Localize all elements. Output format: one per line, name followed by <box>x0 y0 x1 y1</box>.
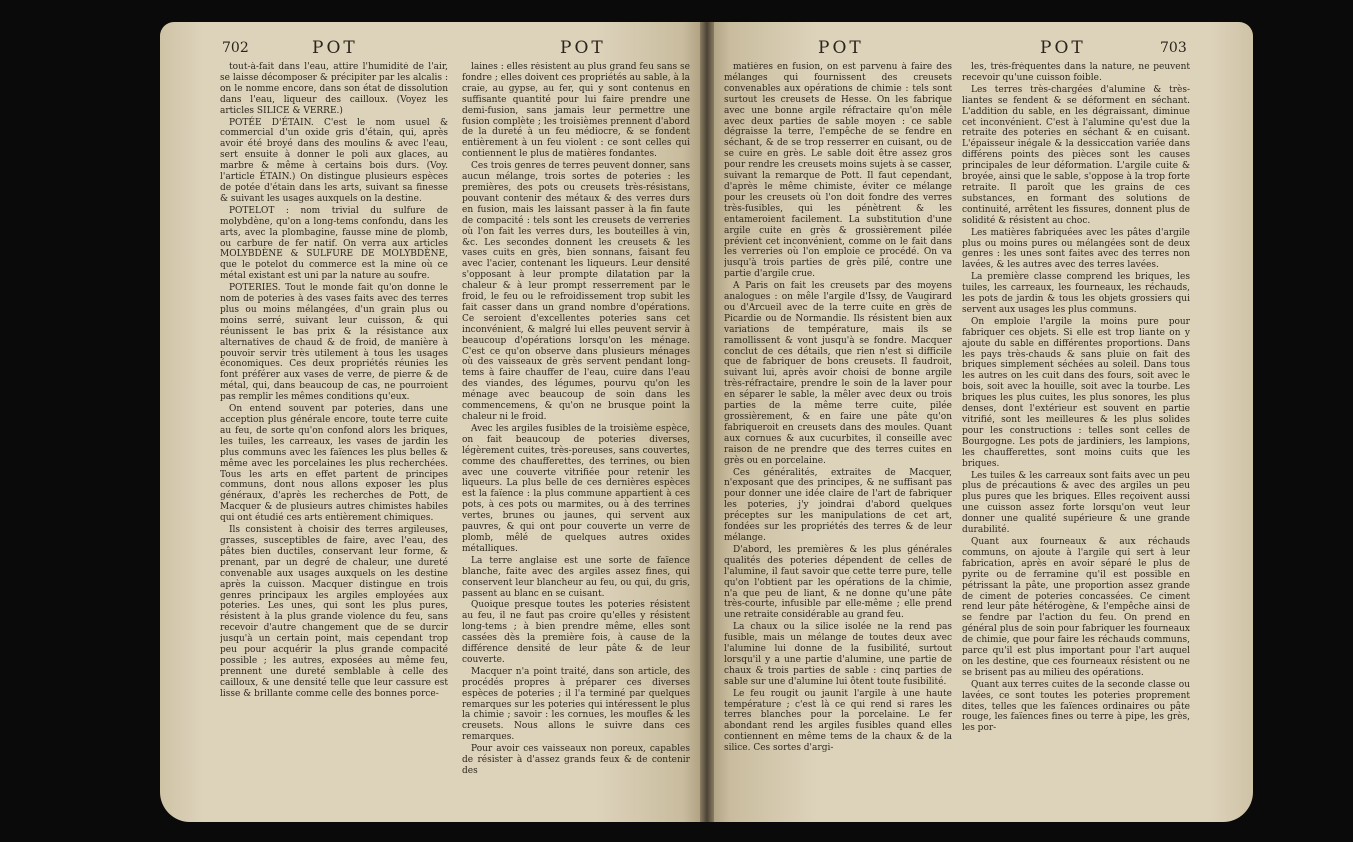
paragraph: La première classe comprend les briques, les tuiles, les carreaux, les fourneaux, les réchauds, les pots de jardin & tous les objets grossiers qui servent aux usages les plus communs. <box>962 272 1190 315</box>
right-header-right: POT <box>1040 38 1086 58</box>
paragraph: Ces généralités, extraites de Macquer, n'exposant que des principes, & ne suffisant pas pour donner une idée claire de l'art de fabriquer les poteries, j'y joindrai d'abord quelques préceptes sur les manipulations de cet art, fondées sur les propriétés des terres & de leur mélange. <box>724 467 952 543</box>
paragraph: On entend souvent par poteries, dans une acception plus générale encore, toute terre cuite au feu, de sorte qu'on confond alors les briques, les tuiles, les carreaux, les vases de jardin les plus communs avec les faïences les plus belles & même avec les porcelaines les plus recherchées. Tous les arts en effet partent de principes communs, dont nous allons exposer les plus généraux, d'après les recherches de Pott, de Macquer & de plusieurs autres chimistes habiles qui ont étudié ces arts entièrement chimiques. <box>220 404 448 524</box>
paragraph: tout-à-fait dans l'eau, attire l'humidité de l'air, se laisse décomposer & précipiter par les alcalis : on le nomme encore, dans son état de dissolution dans l'eau, liqueur des cailloux. (Voyez les articles SILICE & VERRE.) <box>220 62 448 116</box>
left-page-number: 702 <box>222 40 249 56</box>
paragraph: Le feu rougit ou jaunit l'argile à une haute température ; c'est là ce qui rend si rares les terres blanches pour la porcelaine. Le fer abondant rend les argiles fusibles quand elles contiennent en même tems de la chaux & de la silice. Ces sortes d'argi- <box>724 688 952 754</box>
paragraph: Les tuiles & les carreaux sont faits avec un peu plus de précautions & avec des argiles un peu plus pures que les briques. Elles reçoivent aussi une cuisson assez forte lorsqu'on veut leur donner une qualité supérieure & une grande durabilité. <box>962 470 1190 536</box>
paragraph: Avec les argiles fusibles de la troisième espèce, on fait beaucoup de poteries diverses, légèrement cuites, très-poreuses, sans couvertes, comme des chaufferettes, des terrines, ou bien avec une couverte vitrifiée pour retenir les liqueurs. La plus belle de ces dernières espèces est la faïence : la plus commune appartient à ces pots, à ces pots ou marmites, ou à des terrines vertes, brunes ou jaunes, qui servent aux pauvres, & qui ont pour couverte un verre de plomb, mêlé de quelques autres oxides métalliques. <box>462 423 690 554</box>
paragraph: Ces trois genres de terres peuvent donner, sans aucun mélange, trois sortes de poteries : les premières, des pots ou creusets très-résistans, pouvant contenir des métaux & des verres durs en fusion, mais les laissant passer à la fin faute de compacité : tels sont les creusets de verreries où l'on fait les verres durs, les bouteilles à vin, &c. Les secondes donnent les creusets & les vases cuits en grès, bien sonnans, faisant feu avec l'acier, contenant les liqueurs. Leur densité s'opposant à leur prompte dilatation par la chaleur & à leur prompt resserrement par le froid, le feu ou le refroidissement trop subit les fait casser dans un grand nombre d'opérations. Ce seroient d'excellentes poteries sans cet inconvénient, & malgré lui elles peuvent servir à beaucoup d'opérations lorsqu'on les ménage. C'est ce qu'on observe dans plusieurs ménages où des vaisseaux de grès servent pendant long-tems à faire chauffer de l'eau, cuire dans l'eau des viandes, des légumes, pourvu qu'on les ménage avec beaucoup de soin dans les commencemens, & qu'on ne brusque point la chaleur ni le froid. <box>462 161 690 422</box>
book-gutter <box>700 22 714 822</box>
paragraph: Quant aux terres cuites de la seconde classe ou lavées, ce sont toutes les poteries proprement dites, telles que les faïences ordinaires ou pâte rouge, les faïences fines ou terre à pipe, les grès, les por- <box>962 679 1190 734</box>
paragraph: POTERIES. Tout le monde fait qu'on donne le nom de poteries à des vases faits avec des terres plus ou moins mélangées, d'un grain plus ou moins serré, suivant leur cuisson, & qui réunissent le bas prix & la résistance aux alternatives de chaud & de froid, de manière à pouvoir servir très utilement à tous les usages économiques. Ces deux propriétés réunies les font préférer aux vases de verre, de pierre & de métal, qui, dans beaucoup de cas, ne pourroient pas remplir les mêmes conditions qu'eux. <box>220 283 448 403</box>
paragraph: La chaux ou la silice isolée ne la rend pas fusible, mais un mélange de toutes deux avec l'alumine lui donne de la fusibilité, surtout lorsqu'il y a une partie d'alumine, une partie de chaux & trois parties de sable : cinq parties de sable sur une d'alumine lui ôtent toute fusibilité. <box>724 622 952 687</box>
left-header-right: POT <box>560 38 606 58</box>
paragraph: les, très-fréquentes dans la nature, ne peuvent recevoir qu'une cuisson foible. <box>962 62 1190 83</box>
paragraph: Ils consistent à choisir des terres argileuses, grasses, susceptibles de faire, avec l'eau, des pâtes bien ductiles, conservant leur forme, & prenant, par un degré de chaleur, une dureté convenable aux usages auxquels on les destine après la cuisson. Macquer distingue en trois genres principaux les argiles employées aux poteries. Les unes, qui sont les plus pures, résistent à la plus grande violence du feu, sans recevoir d'autre changement que de se durcir jusqu'à un certain point, mais cependant trop peu pour acquérir la plus grande compacité possible ; les autres, exposées au même feu, prennent une dureté semblable à celle des cailloux, & une densité telle que leur cassure est lisse & brillante comme celle des bonnes porce- <box>220 525 448 699</box>
right-page-number: 703 <box>1160 40 1187 56</box>
paragraph: La terre anglaise est une sorte de faïence blanche, faite avec des argiles assez fines, qui conservent leur blancheur au feu, ou qui, du gris, passent au blanc en se cuisant. <box>462 555 690 599</box>
right-page-column-1 <box>724 62 952 807</box>
left-header-left: POT <box>312 38 358 58</box>
paragraph: Les matières fabriquées avec les pâtes d'argile plus ou moins pures ou mélangées sont de deux genres : les unes sont faites avec des terres non lavées, & les autres avec des terres lavées. <box>962 227 1190 271</box>
left-page-column-2 <box>462 62 690 807</box>
left-page-column-1 <box>220 62 448 807</box>
paragraph: POTELOT : nom trivial du sulfure de molybdène, qu'on a long-tems confondu, dans les arts, avec la plombagine, fausse mine de plomb, ou carbure de fer natif. On verra aux articles MOLYBDÈNE & SULFURE DE MOLYBDÈNE, que le potelot du commerce est la mine où ce métal existant est uni par la nature au soufre. <box>220 205 448 282</box>
right-page-column-2 <box>962 62 1190 807</box>
paragraph: D'abord, les premières & les plus générales qualités des poteries dépendent de celles de l'alumine, il faut savoir que cette terre pure, telle qu'on l'obtient par les opérations de la chimie, n'a que peu de liant, & ne donne qu'une pâte très-courte, infusible par elle-même ; elle prend une retraite considérable au grand feu. <box>724 544 952 621</box>
right-header-left: POT <box>818 38 864 58</box>
paragraph: Macquer n'a point traité, dans son article, des procédés propres à préparer ces diverses espèces de poteries ; il l'a terminé par quelques remarques sur les poteries qui intéressent le plus la chimie ; savoir : les cornues, les moufles & les creusets. Nous allons le suivre dans ces remarques. <box>462 666 690 743</box>
paragraph: matières en fusion, on est parvenu à faire des mélanges qui fournissent des creusets convenables aux opérations de chimie : tels sont surtout les creusets de Hesse. On les fabrique avec une bonne argile réfractaire qu'on mêle avec deux parties de sable moyen : ce sable dégraisse la terre, l'empêche de se fendre en séchant, & de se trop resserrer en cuisant, ou de se cuire en grès. Le sable doit être assez gros pour rendre les creusets moins sujets à se casser, suivant la remarque de Pott. Il faut cependant, d'après le même chimiste, éviter ce mélange pour les creusets où l'on doit fondre des verres très-fusibles, qui les pénètrent & les entameroient facilement. La substitution d'une argile cuite en grès & grossièrement pilée prévient cet inconvénient, comme on le fait dans les verreries où l'on emploie ce procédé. On va jusqu'à trois parties de grès pilé, contre une partie d'argile crue. <box>724 62 952 280</box>
paragraph: Pour avoir ces vaisseaux non poreux, capables de résister à d'assez grands feux & de contenir des <box>462 744 690 776</box>
paragraph: Les terres très-chargées d'alumine & très-liantes se fendent & se déforment en séchant. L'addition du sable, en les dégraissant, diminue cet inconvénient. C'est à l'alumine qu'est due la retraite des poteries en séchant & en cuisant. L'épaisseur inégale & la dessiccation variée dans différens points des pièces sont les causes principales de leur déformation. L'argile cuite & broyée, ainsi que le sable, s'oppose à la trop forte retraite. Il paroît que les grains de ces substances, en formant des solutions de continuité, arrêtent les fissures, donnent plus de solidité & résistent au choc. <box>962 84 1190 226</box>
paragraph: On emploie l'argile la moins pure pour fabriquer ces objets. Si elle est trop liante on y ajoute du sable en différentes proportions. Dans les pays très-chauds & sans pluie on fait des briques simplement séchées au soleil. Dans tous les autres on les cuit dans des fours, soit avec le bois, soit avec la houille, soit avec la tourbe. Les briques les plus cuites, les plus sonores, les plus denses, dont l'extérieur est souvent en partie vitrifié, sont les meilleures & les plus solides pour les constructions : telles sont celles de Bourgogne. Les pots de jardiniers, les lampions, les chaufferettes, sont moins cuits que les briques. <box>962 316 1190 469</box>
paragraph: POTÉE D'ÉTAIN. C'est le nom usuel & commercial d'un oxide gris d'étain, qui, après avoir été broyé dans des moulins & avec l'eau, sert ensuite à donner le poli aux glaces, au marbre & même à certains bois durs. (Voy. l'article ÉTAIN.) On distingue plusieurs espèces de potée d'étain dans les arts, suivant sa finesse & suivant les usages auxquels on la destine. <box>220 117 448 204</box>
paragraph: A Paris on fait les creusets par des moyens analogues : on mêle l'argile d'Issy, de Vaugirard ou d'Arcueil avec de la terre cuite en grès de Picardie ou de Normandie. Ils résistent bien aux variations de température, mais ils se ramollissent & vont jusqu'à se fondre. Macquer conclut de ces détails, que rien n'est si difficile que de fabriquer de bons creusets. Il faudroit, suivant lui, après avoir choisi de bonne argile très-réfractaire, prendre le soin de la laver pour en séparer le sable, la mêler avec deux ou trois parties de la même terre cuite, pilée grossièrement, & en faire une pâte qu'on fabriqueroit en creusets dans des moules. Quant aux cornues & aux cucurbites, il conseille avec raison de ne prendre que des terres cuites en grès ou en porcelaine. <box>724 281 952 466</box>
paragraph: Quant aux fourneaux & aux réchauds communs, on ajoute à l'argile qui sert à leur fabrication, après en avoir séparé le plus de pyrite ou de ferramine qu'il est possible en pétrissant la pâte, une proportion assez grande de ciment de poteries concassées. Ce ciment rend leur pâte hétérogène, & l'empêche ainsi de se fendre par l'action du feu. On prend en général plus de soin pour fabriquer les fourneaux de chimie, que pour faire les réchauds communs, parce qu'il est plus important pour l'art auquel on les destine, que ces fourneaux résistent ou ne se brisent pas au milieu des opérations. <box>962 536 1190 678</box>
paragraph: laines : elles résistent au plus grand feu sans se fondre ; elles doivent ces propriétés au sable, à la craie, au gypse, au fer, qui y sont contenus en suffisante quantité pour lui faire prendre une demi-fusion, sans jamais leur permettre une fusion complète ; les troisièmes prennent d'abord de la dureté à un feu médiocre, & se fondent entièrement à un feu violent : ce sont celles qui contiennent le plus de matières fondantes. <box>462 62 690 160</box>
paragraph: Quoique presque toutes les poteries résistent au feu, il ne faut pas croire qu'elles y résistent long-tems ; à bien prendre même, elles sont cassées dès la première fois, à cause de la différence densité de leur pâte & de leur couverte. <box>462 600 690 665</box>
